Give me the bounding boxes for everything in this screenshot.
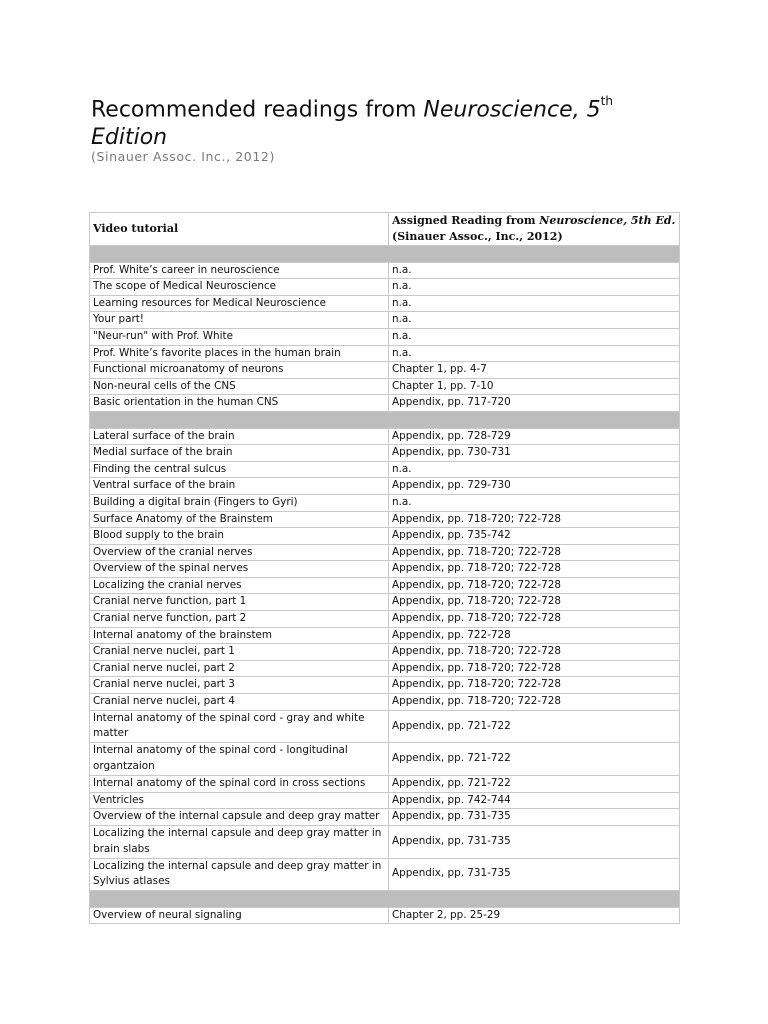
section-separator-cell [90, 891, 680, 908]
assigned-reading-cell: n.a. [389, 295, 680, 312]
video-tutorial-cell: Cranial nerve nuclei, part 2 [90, 660, 389, 677]
assigned-reading-cell: Appendix, pp. 717-720 [389, 395, 680, 412]
table-row [90, 528, 680, 545]
assigned-reading-cell: Chapter 2, pp. 25-29 [389, 907, 680, 924]
header-video-tutorial: Video tutorial [90, 213, 389, 246]
video-tutorial-cell: Finding the central sulcus [90, 461, 389, 478]
table-row [90, 611, 680, 628]
table-header-row [90, 213, 680, 246]
assigned-reading-cell: Appendix, pp. 718-720; 722-728 [389, 544, 680, 561]
section-separator-row [90, 891, 680, 908]
assigned-reading-cell: Appendix, pp. 731-735 [389, 809, 680, 826]
title-superscript: th [600, 94, 613, 108]
video-tutorial-cell: Localizing the cranial nerves [90, 577, 389, 594]
assigned-reading-cell: Chapter 1, pp. 4-7 [389, 362, 680, 379]
table-row [90, 428, 680, 445]
video-tutorial-cell: Ventricles [90, 792, 389, 809]
video-tutorial-cell: Cranial nerve function, part 1 [90, 594, 389, 611]
table-body [90, 246, 680, 924]
video-tutorial-cell: Localizing the internal capsule and deep gray matter in Sylvius atlases [90, 858, 389, 891]
video-tutorial-cell: Learning resources for Medical Neuroscience [90, 295, 389, 312]
video-tutorial-cell: Cranial nerve function, part 2 [90, 611, 389, 628]
assigned-reading-cell: Appendix, pp. 718-720; 722-728 [389, 611, 680, 628]
page-subtitle: (Sinauer Assoc. Inc., 2012) [91, 149, 275, 164]
video-tutorial-cell: Internal anatomy of the spinal cord - longitudinal organtzaion [90, 743, 389, 776]
assigned-reading-cell: Appendix, pp. 718-720; 722-728 [389, 694, 680, 711]
page-title [91, 90, 691, 152]
assigned-reading-cell: Appendix, pp. 718-720; 722-728 [389, 677, 680, 694]
section-separator-row [90, 411, 680, 428]
title-book: Neuroscience, 5 [423, 97, 601, 123]
video-tutorial-cell: Building a digital brain (Fingers to Gyri) [90, 494, 389, 511]
table-row [90, 395, 680, 412]
video-tutorial-cell: The scope of Medical Neuroscience [90, 279, 389, 296]
assigned-reading-cell: Appendix, pp. 718-720; 722-728 [389, 660, 680, 677]
title-prefix: Recommended readings from [91, 97, 424, 123]
assigned-reading-cell: n.a. [389, 328, 680, 345]
table-row [90, 694, 680, 711]
video-tutorial-cell: Overview of the cranial nerves [90, 544, 389, 561]
table-row [90, 478, 680, 495]
video-tutorial-cell: Internal anatomy of the spinal cord - gray and white matter [90, 710, 389, 743]
video-tutorial-cell: Localizing the internal capsule and deep gray matter in brain slabs [90, 826, 389, 859]
video-tutorial-cell: Non-neural cells of the CNS [90, 378, 389, 395]
table-row [90, 644, 680, 661]
video-tutorial-cell: Overview of the spinal nerves [90, 561, 389, 578]
section-separator-row [90, 246, 680, 263]
assigned-reading-cell: Appendix, pp. 722-728 [389, 627, 680, 644]
assigned-reading-cell: Appendix, pp. 718-720; 722-728 [389, 577, 680, 594]
section-separator-cell [90, 411, 680, 428]
assigned-reading-cell: n.a. [389, 494, 680, 511]
video-tutorial-cell: Ventral surface of the brain [90, 478, 389, 495]
table-row [90, 279, 680, 296]
assigned-reading-cell: Appendix, pp. 718-720; 722-728 [389, 644, 680, 661]
assigned-reading-cell: n.a. [389, 262, 680, 279]
assigned-reading-cell: Appendix, pp. 730-731 [389, 445, 680, 462]
table-row [90, 826, 680, 859]
table-row [90, 577, 680, 594]
assigned-reading-cell: Appendix, pp. 721-722 [389, 775, 680, 792]
table-row [90, 627, 680, 644]
assigned-reading-cell: Appendix, pp. 718-720; 722-728 [389, 561, 680, 578]
table-row [90, 561, 680, 578]
video-tutorial-cell: Cranial nerve nuclei, part 1 [90, 644, 389, 661]
video-tutorial-cell: Surface Anatomy of the Brainstem [90, 511, 389, 528]
assigned-reading-cell: Appendix, pp. 721-722 [389, 743, 680, 776]
video-tutorial-cell: "Neur-run" with Prof. White [90, 328, 389, 345]
assigned-reading-cell: Appendix, pp. 742-744 [389, 792, 680, 809]
video-tutorial-cell: Prof. White’s favorite places in the human brain [90, 345, 389, 362]
table-row [90, 445, 680, 462]
table-row [90, 660, 680, 677]
header-assigned-reading [389, 213, 680, 246]
video-tutorial-cell: Prof. White’s career in neuroscience [90, 262, 389, 279]
readings-table [89, 212, 680, 924]
video-tutorial-cell: Functional microanatomy of neurons [90, 362, 389, 379]
assigned-reading-cell: Appendix, pp. 731-735 [389, 826, 680, 859]
assigned-reading-cell: Appendix, pp. 721-722 [389, 710, 680, 743]
assigned-reading-cell: n.a. [389, 345, 680, 362]
assigned-reading-cell: Appendix, pp. 735-742 [389, 528, 680, 545]
assigned-reading-cell: n.a. [389, 312, 680, 329]
header-reading-book: Neuroscience, 5th Ed. [539, 214, 676, 227]
table-row [90, 858, 680, 891]
table-row [90, 809, 680, 826]
assigned-reading-cell: Appendix, pp. 718-720; 722-728 [389, 594, 680, 611]
assigned-reading-cell: Appendix, pp. 718-720; 722-728 [389, 511, 680, 528]
table-row [90, 907, 680, 924]
table-row [90, 461, 680, 478]
video-tutorial-cell: Cranial nerve nuclei, part 3 [90, 677, 389, 694]
section-separator-cell [90, 246, 680, 263]
header-reading-publisher: (Sinauer Assoc., Inc., 2012) [392, 230, 563, 243]
video-tutorial-cell: Overview of the internal capsule and deep gray matter [90, 809, 389, 826]
table-row [90, 345, 680, 362]
table-row [90, 362, 680, 379]
table-row [90, 792, 680, 809]
video-tutorial-cell: Lateral surface of the brain [90, 428, 389, 445]
assigned-reading-cell: Appendix, pp. 729-730 [389, 478, 680, 495]
table-row [90, 775, 680, 792]
table-row [90, 328, 680, 345]
video-tutorial-cell: Cranial nerve nuclei, part 4 [90, 694, 389, 711]
assigned-reading-cell: Chapter 1, pp. 7-10 [389, 378, 680, 395]
video-tutorial-cell: Basic orientation in the human CNS [90, 395, 389, 412]
table-row [90, 312, 680, 329]
assigned-reading-cell: Appendix, pp. 731-735 [389, 858, 680, 891]
video-tutorial-cell: Internal anatomy of the spinal cord in cross sections [90, 775, 389, 792]
table-row [90, 511, 680, 528]
table-row [90, 378, 680, 395]
assigned-reading-cell: Appendix, pp. 728-729 [389, 428, 680, 445]
table-row [90, 494, 680, 511]
table-row [90, 262, 680, 279]
table-row [90, 544, 680, 561]
video-tutorial-cell: Blood supply to the brain [90, 528, 389, 545]
video-tutorial-cell: Overview of neural signaling [90, 907, 389, 924]
video-tutorial-cell: Your part! [90, 312, 389, 329]
table-row [90, 710, 680, 743]
table-row [90, 677, 680, 694]
header-reading-prefix: Assigned Reading from [392, 214, 540, 227]
assigned-reading-cell: n.a. [389, 279, 680, 296]
video-tutorial-cell: Medial surface of the brain [90, 445, 389, 462]
table-row [90, 295, 680, 312]
video-tutorial-cell: Internal anatomy of the brainstem [90, 627, 389, 644]
table-row [90, 743, 680, 776]
title-edition: Edition [91, 125, 168, 151]
assigned-reading-cell: n.a. [389, 461, 680, 478]
table-row [90, 594, 680, 611]
